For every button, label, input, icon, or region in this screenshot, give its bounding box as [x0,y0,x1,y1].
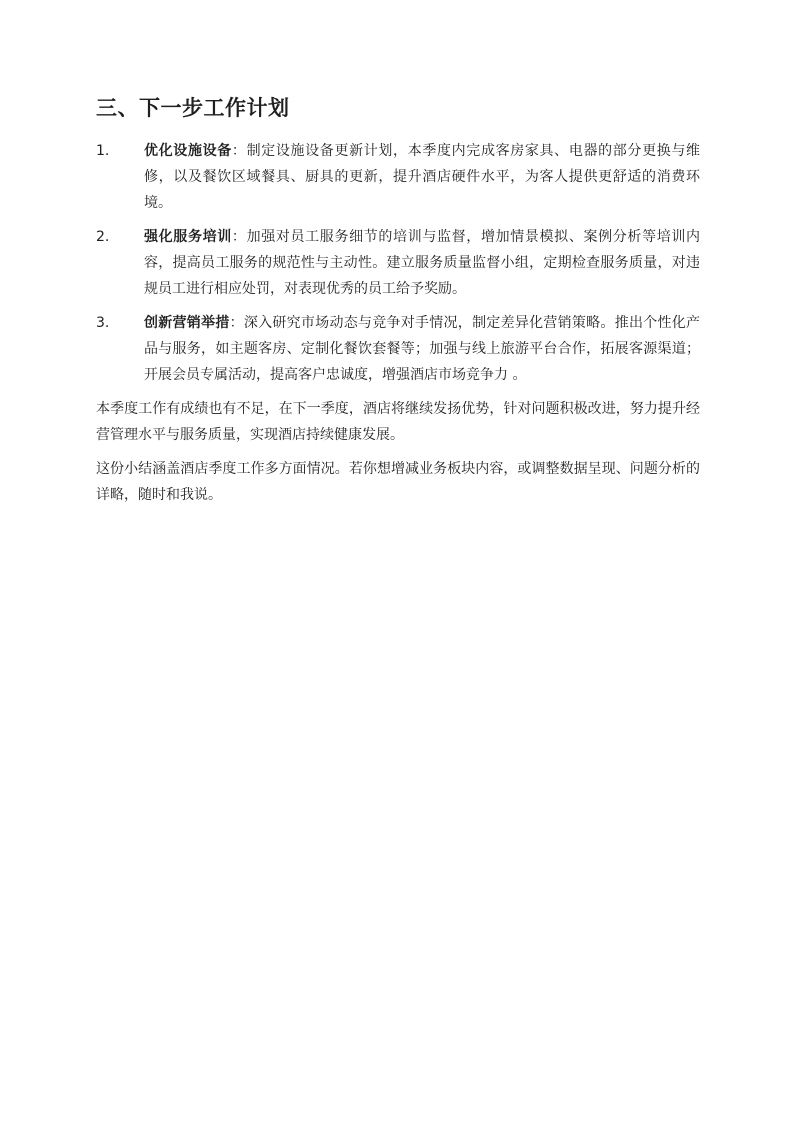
plan-list [96,138,700,388]
plan-item-innovate-marketing [96,310,700,388]
plan-item-title: 优化设施设备 [144,143,232,159]
plan-item-number: 3. [96,315,110,331]
plan-item-separator: ： [229,315,244,331]
plan-item-title: 创新营销举措 [144,315,230,331]
plan-item-title: 强化服务培训 [144,229,232,245]
plan-item-strengthen-training [96,224,700,302]
plan-item-number: 1. [96,143,110,159]
closing-note: 这份小结涵盖酒店季度工作多方面情况。若你想增减业务板块内容，或调整数据呈现、问题分析的详略，随时和我说。 [96,461,700,503]
plan-item-text: 制定设施设备更新计划，本季度内完成客房家具、电器的部分更换与维修，以及餐饮区域餐具、厨具的更新，提升酒店硬件水平，为客人提供更舒适的消费环境。 [144,143,701,211]
plan-item-number: 2. [96,229,110,245]
plan-item-text: 加强对员工服务细节的培训与监督，增加情景模拟、案例分析等培训内容，提高员工服务的规范性与主动性。建立服务质量监督小组，定期检查服务质量，对违规员工进行相应处罚，对表现优秀的员工给予奖励。 [144,229,701,297]
plan-item-separator: ： [231,143,247,159]
plan-item-optimize-facilities [96,138,700,216]
closing-summary: 本季度工作有成绩也有不足，在下一季度，酒店将继续发扬优势，针对问题积极改进，努力提升经营管理水平与服务质量，实现酒店持续健康发展。 [96,401,700,443]
plan-item-text: 深入研究市场动态与竞争对手情况，制定差异化营销策略。推出个性化产品与服务，如主题客房、定制化餐饮套餐等；加强与线上旅游平台合作，拓展客源渠道；开展会员专属活动，提高客户忠诚度，增强酒店市场竞争力 。 [144,315,701,383]
document-page [96,92,700,516]
plan-item-separator: ： [231,229,247,245]
section-heading: 三、下一步工作计划 [96,96,290,120]
